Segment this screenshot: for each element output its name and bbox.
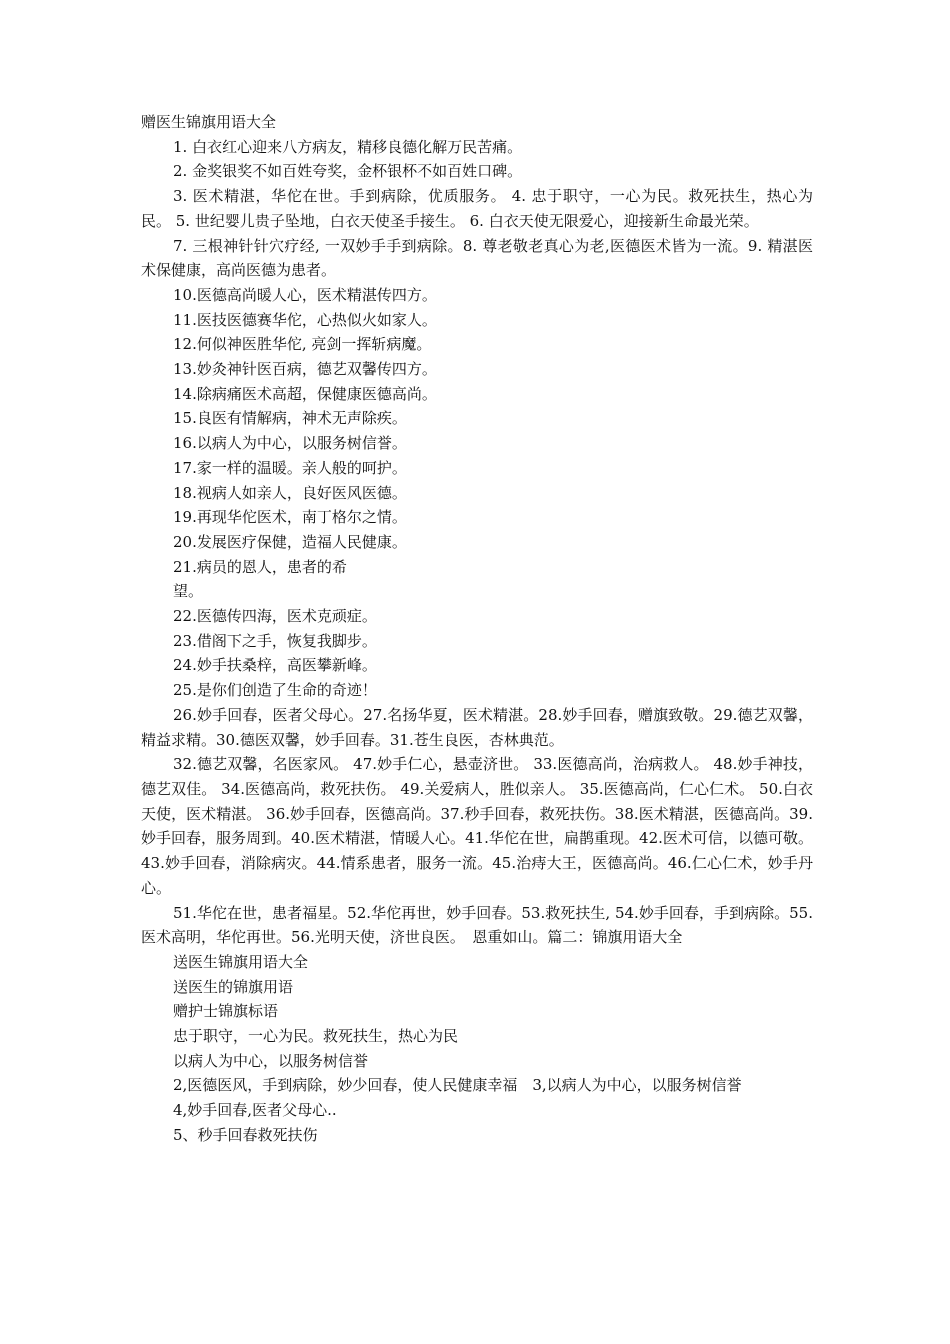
paragraph: 18.视病人如亲人，良好医风医德。 [173, 483, 407, 502]
paragraph: 32.德艺双馨，名医家风。 47.妙手仁心，悬壶济世。 33.医德高尚，治病救人。 48.妙手神技，德艺双佳。 34.医德高尚，救死扶伤。 49.关爱病人，胜似亲人。 35.医德高尚，仁心仁术。 50.白衣天使，医术精湛。 36.妙手回春，医德高尚。37.秒手回春，救死扶伤。38.医术精湛，医德高尚。39.妙手回春，服务周到。40.医术精湛，情暖人心。41.华佗在世，扁鹊重现。42.医术可信，以德可敬。43.妙手回春，消除病灾。44.情系患者，服务一流。45.治痔大王，医德高尚。46.仁心仁术，妙手丹心。 [141, 755, 813, 897]
document-title: 赠医生锦旗用语大全 [141, 113, 277, 131]
paragraph: 11.医技医德赛华佗，心热似火如家人。 [173, 310, 437, 329]
paragraph: 送医生的锦旗用语 [173, 977, 294, 996]
paragraph: 21.病员的恩人，患者的希 [173, 557, 347, 576]
paragraph: 忠于职守，一心为民。救死扶生，热心为民 [173, 1027, 459, 1046]
paragraph: 25.是你们创造了生命的奇迹！ [173, 681, 377, 700]
paragraph: 51.华佗在世，患者福星。52.华佗再世，妙手回春。53.救死扶生, 54.妙手回春，手到病除。55.医术高明，华佗再世。56.光明天使，济世良医。 恩重如山。篇二：锦旗用语大全 [141, 903, 813, 947]
paragraph: 1. 白衣红心迎来八方病友，精移良德化解万民苦痛。 [173, 137, 523, 156]
paragraph: 3. 医术精湛，华佗在世。手到病除，优质服务。 4. 忠于职守，一心为民。救死扶生，热心为民。 5. 世纪婴儿贵子坠地，白衣天使圣手接生。 6. 白衣天使无限爱心，迎接新生命最光荣。 [141, 187, 813, 230]
paragraph: 赠护士锦旗标语 [173, 1002, 279, 1021]
paragraph: 2. 金奖银奖不如百姓夸奖，金杯银杯不如百姓口碑。 [173, 162, 523, 181]
paragraph: 22.医德传四海，医术克顽症。 [173, 607, 377, 626]
paragraph: 12.何似神医胜华佗, 亮剑一挥斩病魔。 [173, 335, 432, 354]
paragraph: 7. 三根神针针穴疗经, 一双妙手手到病除。8. 尊老敬老真心为老,医德医术皆为一流。9. 精湛医术保健康，高尚医德为患者。 [141, 236, 813, 280]
paragraph: 望。 [173, 582, 204, 601]
paragraph: 10.医德高尚暖人心，医术精湛传四方。 [173, 285, 437, 304]
paragraph: 14.除病痛医术高超，保健康医德高尚。 [173, 384, 437, 403]
paragraph: 15.良医有情解病，神术无声除疾。 [173, 409, 407, 428]
paragraph: 19.再现华佗医术，南丁格尔之情。 [173, 508, 407, 527]
paragraph: 以病人为中心，以服务树信誉 [173, 1051, 369, 1070]
document-body [141, 110, 813, 1148]
paragraph: 23.借阁下之手，恢复我脚步。 [173, 631, 377, 650]
paragraph: 24.妙手扶桑梓，高医攀新峰。 [173, 656, 377, 675]
paragraph: 4,妙手回春,医者父母心.. [173, 1101, 337, 1120]
paragraph: 26.妙手回春，医者父母心。27.名扬华夏，医术精湛。28.妙手回春，赠旗致敬。29.德艺双馨，精益求精。30.德医双馨，妙手回春。31.苍生良医，杏林典范。 [141, 705, 813, 749]
paragraph: 13.妙灸神针医百病，德艺双馨传四方。 [173, 360, 437, 379]
paragraph: 5、秒手回春救死扶伤 [173, 1125, 318, 1144]
paragraph: 2,医德医风，手到病除，妙少回春，使人民健康幸福 3,以病人为中心，以服务树信誉 [173, 1076, 742, 1095]
paragraph: 17.家一样的温暖。亲人般的呵护。 [173, 458, 407, 477]
paragraph: 送医生锦旗用语大全 [173, 952, 309, 971]
paragraph: 20.发展医疗保健，造福人民健康。 [173, 532, 407, 551]
paragraph: 16.以病人为中心，以服务树信誉。 [173, 434, 407, 453]
